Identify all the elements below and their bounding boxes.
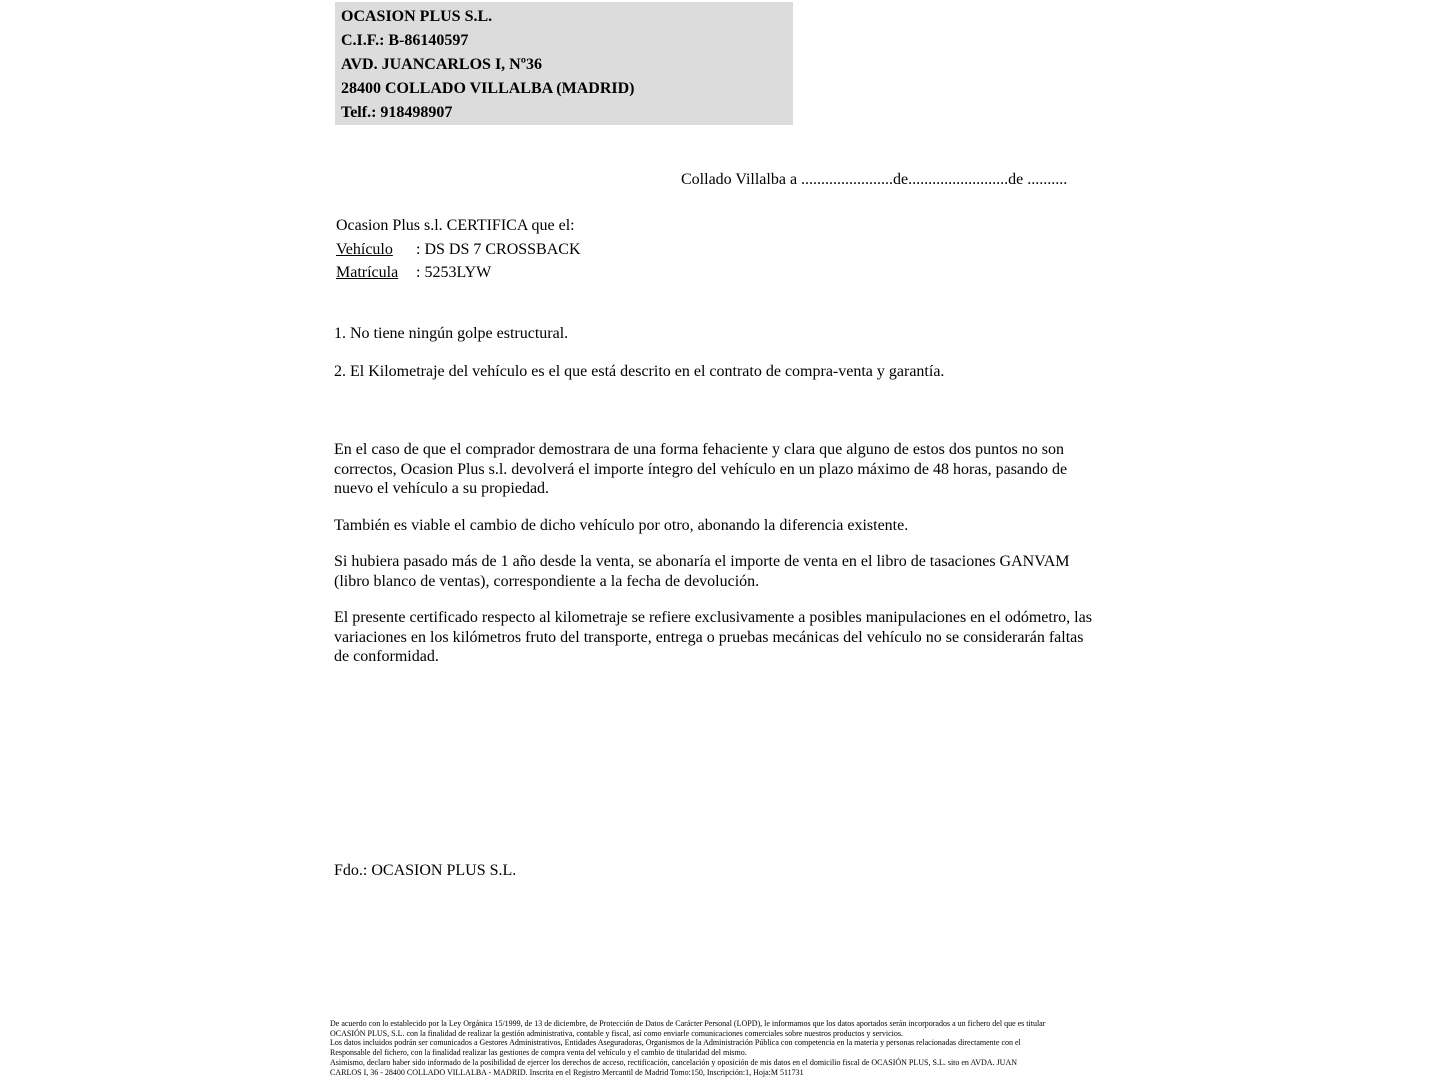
- company-phone: Telf.: 918498907: [341, 104, 453, 121]
- paragraph-ganvam: Si hubiera pasado más de 1 año desde la venta, se abonaría el importe de venta en el libro de tasaciones GANVAM (libro blanco de ventas), correspondiente a la fecha de devolución.: [334, 553, 1070, 590]
- vehicle-row: [336, 238, 581, 262]
- legal-footer-line-6: CARLOS I, 36 - 28400 COLLADO VILLALBA - MADRID. Inscrita en el Registro Mercantil de Madrid Tomo:150, Inscripción:1, Hoja:M 511731: [330, 1067, 804, 1077]
- legal-footer-line-2: OCASIÓN PLUS, S.L. con la finalidad de realizar la gestión administrativa, contable y fiscal, así como enviarle comunicaciones comerciales sobre nuestros productos y servicios.: [330, 1028, 903, 1038]
- legal-footer-line-3: Los datos incluidos podrán ser comunicados a Gestores Administrativos, Entidades Aseguradoras, Organismos de la Administración Pública con competencia en la materia y personas relacionadas directamente con el: [330, 1038, 1021, 1048]
- plate-value: : 5253LYW: [416, 264, 492, 281]
- certification-intro: Ocasion Plus s.l. CERTIFICA que el:: [336, 217, 575, 234]
- company-address: AVD. JUANCARLOS I, Nº36: [341, 56, 543, 73]
- legal-footer-line-1: De acuerdo con lo establecido por la Ley Orgánica 15/1999, de 13 de diciembre, de Protección de Datos de Carácter Personal (LOPD), le informamos que los datos aportados serán incorporados a un fichero del que es titular: [330, 1019, 1046, 1028]
- paragraph-exchange: También es viable el cambio de dicho vehículo por otro, abonando la diferencia existente.: [334, 516, 909, 534]
- plate-row: [336, 261, 581, 285]
- legal-footer: [330, 1019, 1120, 1077]
- paragraph-odometer: El presente certificado respecto al kilometraje se refiere exclusivamente a posibles manipulaciones en el odómetro, las variaciones en los kilómetros fruto del transporte, entrega o pruebas mecánicas del vehículo no se considerarán faltas de conformidad.: [334, 609, 1092, 665]
- legal-footer-line-5: Asimismo, declaro haber sido informado de la posibilidad de ejercer los derechos de acceso, rectificación, cancelación y oposición de mis datos en el domicilio fiscal de OCASIÓN PLUS, S.L. sito en AVDA. JUAN: [330, 1057, 1018, 1067]
- certification-block: [336, 214, 581, 285]
- date-line: Collado Villalba a .......................de.........................de ..........: [681, 171, 1068, 188]
- terms-paragraphs: [334, 440, 1096, 684]
- certified-item-2: 2. El Kilometraje del vehículo es el que está descrito en el contrato de compra-venta y garantía.: [334, 363, 945, 380]
- company-city: 28400 COLLADO VILLALBA (MADRID): [341, 80, 635, 97]
- company-header-box: [335, 2, 793, 125]
- legal-footer-line-4: Responsable del fichero, con la finalidad realizar las gestiones de compra venta del vehículo y el cambio de titularidad del mismo.: [330, 1048, 747, 1058]
- plate-label: Matrícula: [336, 264, 399, 281]
- company-cif: C.I.F.: B-86140597: [341, 32, 469, 49]
- paragraph-refund: En el caso de que el comprador demostrara de una forma fehaciente y clara que alguno de estos dos puntos no son correctos, Ocasion Plus s.l. devolverá el importe íntegro del vehículo en un plazo máximo de 48 horas, pasando de nuevo el vehículo a su propiedad.: [334, 441, 1068, 497]
- company-name: OCASION PLUS S.L.: [341, 8, 493, 25]
- signature-line: Fdo.: OCASION PLUS S.L.: [334, 862, 517, 879]
- vehicle-label: Vehículo: [336, 240, 393, 258]
- certified-item-1: 1. No tiene ningún golpe estructural.: [334, 325, 569, 342]
- certified-items: [334, 324, 944, 382]
- vehicle-value: : DS DS 7 CROSSBACK: [416, 240, 581, 258]
